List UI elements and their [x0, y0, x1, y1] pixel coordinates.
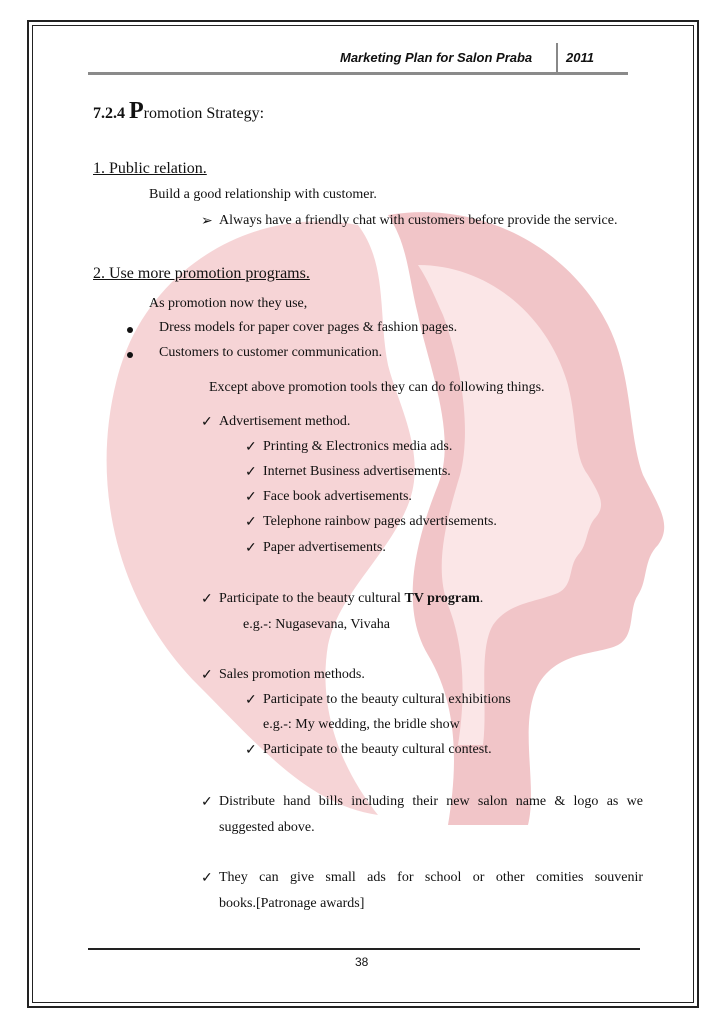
item1-intro: Build a good relationship with customer.	[149, 187, 377, 202]
advertisement-method: ✓ Advertisement method.	[219, 414, 350, 430]
handbills-line-2: suggested above.	[219, 820, 315, 835]
header-year: 2011	[566, 50, 594, 65]
section-title-rest: romotion Strategy:	[143, 105, 265, 122]
handbills-line-1: ✓ Distribute hand bills including their new salon name & logo as we	[219, 794, 643, 810]
running-header	[340, 50, 594, 65]
sales-exhibitions-example: e.g.-: My wedding, the bridle show	[263, 717, 460, 732]
sales-contest: ✓ Participate to the beauty cultural contest.	[263, 742, 492, 758]
header-rule	[88, 72, 628, 75]
section-number: 7.2.4	[93, 105, 125, 122]
bullet-dot	[127, 327, 133, 333]
bullet-dot	[127, 352, 133, 358]
tv-program-example: e.g.-: Nugasevana, Vivaha	[243, 617, 391, 632]
tv-program-item: ✓ Participate to the beauty cultural TV program.	[219, 591, 483, 607]
small-ads-line-1: ✓ They can give small ads for school or other comities souvenir	[219, 870, 643, 886]
item2-bullet-1: Dress models for paper cover pages & fashion pages.	[159, 320, 458, 335]
item2-bullet-2: Customers to customer communication.	[159, 345, 383, 360]
adv-item: ✓ Internet Business advertisements.	[263, 464, 451, 480]
adv-item: ✓ Face book advertisements.	[263, 489, 412, 505]
section-title-initial: P	[129, 98, 144, 124]
sales-exhibitions: ✓ Participate to the beauty cultural exhibitions	[263, 692, 511, 708]
sales-promotion: ✓ Sales promotion methods.	[219, 667, 365, 683]
small-ads-line-2: books.[Patronage awards]	[219, 896, 365, 911]
item1-point: ➢ Always have a friendly chat with customers before provide the service.	[219, 213, 617, 229]
adv-item: ✓ Printing & Electronics media ads.	[263, 439, 452, 455]
adv-item: ✓ Paper advertisements.	[263, 540, 386, 556]
item2-heading: 2. Use more promotion programs.	[93, 265, 310, 282]
item1-heading: 1. Public relation.	[93, 160, 207, 177]
header-title: Marketing Plan for Salon Praba	[340, 50, 533, 65]
section-heading	[93, 98, 264, 125]
item2-intro: As promotion now they use,	[149, 296, 308, 311]
footer-rule	[88, 948, 640, 950]
adv-item: ✓ Telephone rainbow pages advertisements.	[263, 514, 497, 530]
header-separator	[556, 43, 558, 73]
page-number: 38	[355, 955, 369, 969]
except-text: Except above promotion tools they can do following things.	[209, 380, 545, 395]
